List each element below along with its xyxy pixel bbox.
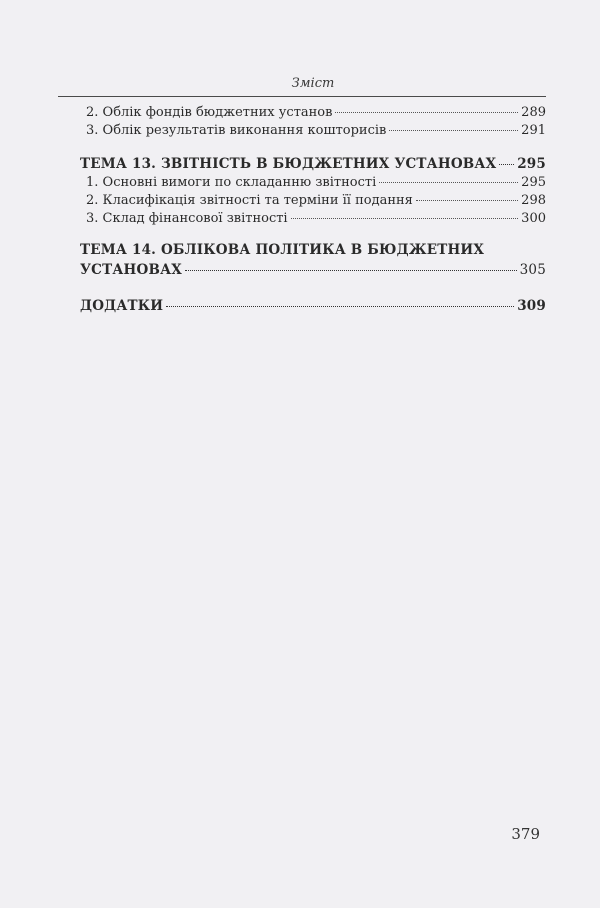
- toc-page-number: 305: [519, 262, 546, 278]
- toc-entry-appendices: [80, 298, 546, 315]
- toc-entry-topic13-item3: [80, 210, 546, 227]
- toc-topic-label-line1: ТЕМА 14. ОБЛІКОВА ПОЛІТИКА В БЮДЖЕТНИХ: [80, 242, 485, 258]
- toc-entry-label: 2. Облік фондів бюджетних установ: [86, 105, 333, 120]
- page-number: 379: [511, 825, 540, 843]
- toc-entry-sec12-item2: [80, 104, 546, 121]
- toc-entry-topic13-item2: [80, 192, 546, 209]
- dot-leader: [335, 112, 518, 113]
- toc-entry-topic14-cont: [80, 262, 546, 279]
- toc-page-number: 309: [517, 298, 546, 314]
- dot-leader: [389, 130, 518, 131]
- toc-page-number: 295: [517, 156, 546, 172]
- dot-leader: [291, 218, 519, 219]
- dot-leader: [379, 182, 518, 183]
- toc-entry-label: 2. Класифікація звітності та терміни її подання: [86, 193, 413, 208]
- running-head: Зміст: [291, 76, 335, 91]
- toc-page-number: 295: [521, 175, 546, 190]
- toc-page-number: 298: [521, 193, 546, 208]
- toc-entry-label: 1. Основні вимоги по складанню звітності: [86, 175, 377, 190]
- toc-entry-topic13: [80, 156, 546, 173]
- toc-page-number: 289: [521, 105, 546, 120]
- dot-leader: [499, 164, 514, 165]
- toc-entry-label: 3. Облік результатів виконання кошторисів: [86, 123, 387, 138]
- toc-entry-sec12-item3: [80, 122, 546, 139]
- toc-topic-label: ТЕМА 13. ЗВІТНІСТЬ В БЮДЖЕТНИХ УСТАНОВАХ: [80, 156, 497, 172]
- toc-entry-topic13-item1: [80, 174, 546, 191]
- toc-page-number: 300: [521, 211, 546, 226]
- toc-page-number: 291: [521, 123, 546, 138]
- dot-leader: [416, 200, 518, 201]
- dot-leader: [185, 270, 517, 271]
- header-rule: [58, 96, 546, 97]
- toc-topic-label-line2: УСТАНОВАХ: [80, 262, 182, 278]
- toc-entry-label: 3. Склад фінансової звітності: [86, 211, 288, 226]
- toc-entry-topic14: [80, 240, 546, 260]
- dot-leader: [166, 306, 514, 307]
- toc-topic-label: ДОДАТКИ: [80, 298, 164, 314]
